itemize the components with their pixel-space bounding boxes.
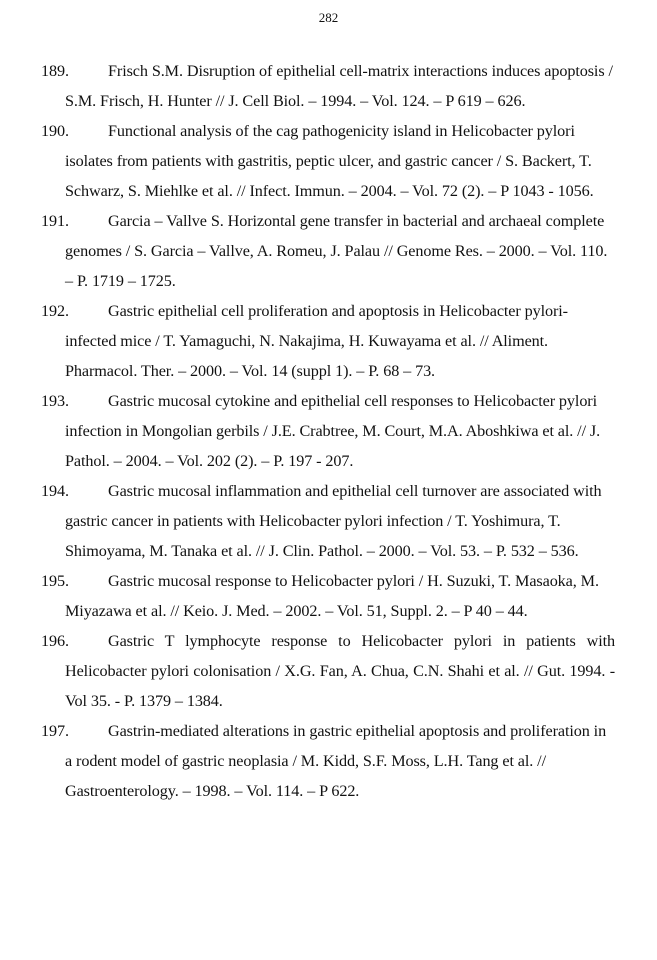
reference-number: 192. [41,302,69,320]
reference-text: Gastric mucosal cytokine and epithelial cell responses to Helicobacter pylori infection in Mongolian gerbils / J.E. Crabtree, M. Court, M.A. Aboshkiwa et al. // J. Pathol. – 2004. – Vol. 202 (2). – P. 197 - 207. [65,392,601,470]
reference-text: Functional analysis of the cag pathogenicity island in Helicobacter pylori isolates from patients with gastritis, peptic ulcer, and gastric cancer / S. Backert, T. Schwarz, S. Miehlke et al. // Infect. Immun. – 2004. – Vol. 72 (2). – P 1043 - 1056. [65,122,594,200]
reference-item [0,626,657,716]
reference-item [0,476,657,566]
reference-text: Gastric T lymphocyte response to Helicobacter pylori in patients with Helicobacter pylori colonisation / X.G. Fan, A. Chua, C.N. Shahi et al. // Gut. 1994. - Vol 35. - P. 1379 – 1384. [65,632,615,710]
reference-item [0,296,657,386]
reference-number: 195. [41,572,69,590]
reference-text: Gastric epithelial cell proliferation and apoptosis in Helicobacter pylori-infected mice / T. Yamaguchi, N. Nakajima, H. Kuwayama et al. // Aliment. Pharmacol. Ther. – 2000. – Vol. 14 (suppl 1). – P. 68 – 73. [65,302,568,380]
reference-number: 194. [41,482,69,500]
reference-number: 190. [41,122,69,140]
reference-number: 189. [41,62,69,80]
reference-text: Garcia – Vallve S. Horizontal gene transfer in bacterial and archaeal complete genomes / S. Garcia – Vallve, A. Romeu, J. Palau // Genome Res. – 2000. – Vol. 110. – P. 1719 – 1725. [65,212,608,290]
reference-number: 196. [41,632,69,650]
reference-item [0,566,657,626]
reference-item [0,56,657,116]
page-number: 282 [318,10,339,25]
reference-number: 193. [41,392,69,410]
reference-text: Gastrin-mediated alterations in gastric epithelial apoptosis and proliferation in a rodent model of gastric neoplasia / M. Kidd, S.F. Moss, L.H. Tang et al. // Gastroenterology. – 1998. – Vol. 114. – P 622. [65,722,607,800]
reference-item [0,386,657,476]
reference-item [0,116,657,206]
reference-text: Gastric mucosal inflammation and epithelial cell turnover are associated with gastric cancer in patients with Helicobacter pylori infection / T. Yoshimura, T. Shimoyama, M. Tanaka et al. // J. Clin. Pathol. – 2000. – Vol. 53. – P. 532 – 536. [65,482,602,560]
reference-number: 197. [41,722,69,740]
reference-number: 191. [41,212,69,230]
reference-text: Frisch S.M. Disruption of epithelial cell-matrix interactions induces apoptosis / S.M. Frisch, H. Hunter // J. Cell Biol. – 1994. – Vol. 124. – P 619 – 626. [65,62,613,110]
reference-item [0,206,657,296]
reference-text: Gastric mucosal response to Helicobacter pylori / H. Suzuki, T. Masaoka, M. Miyazawa et al. // Keio. J. Med. – 2002. – Vol. 51, Suppl. 2. – P 40 – 44. [65,572,599,620]
reference-list [0,56,657,806]
reference-item [0,716,657,806]
